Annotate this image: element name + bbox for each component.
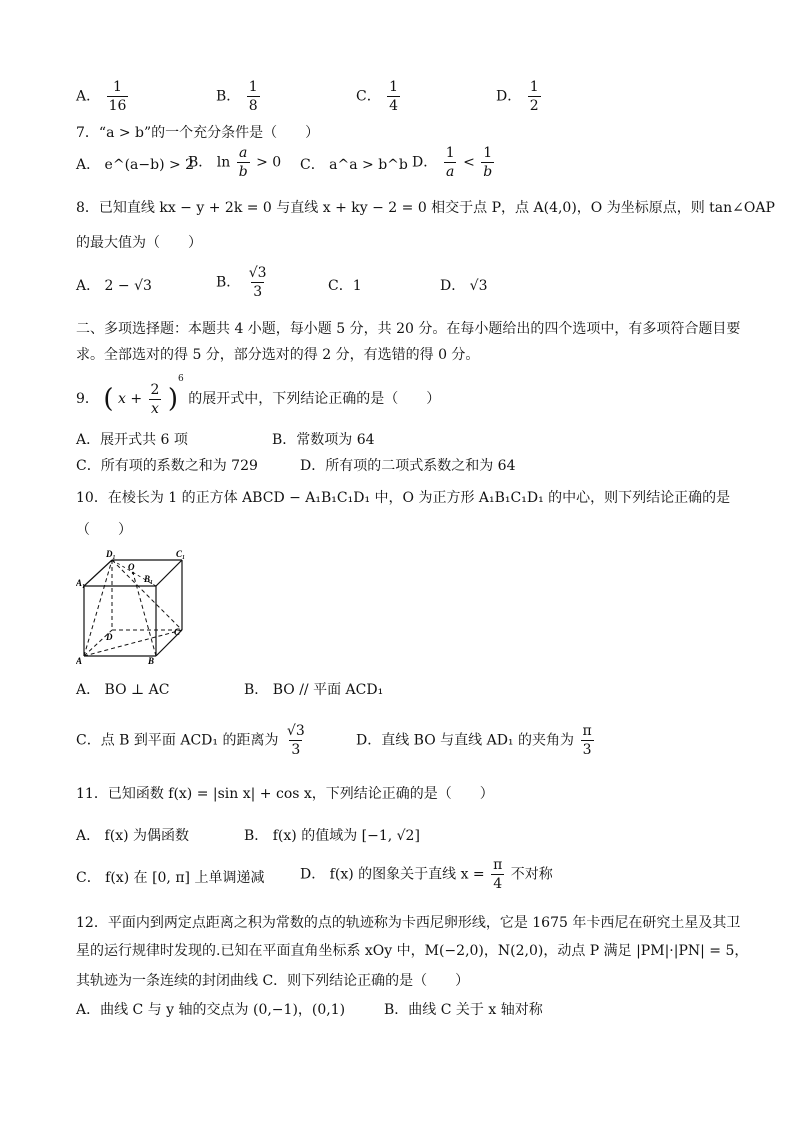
q6-option-c: C． $\frac{1}{4}$ [356,79,399,114]
q8-option-d: D． √3 [440,278,488,294]
fraction: $\frac{\pi}{4}$ [493,857,503,892]
fraction: $\frac{√3}{3}$ [286,723,305,758]
q10-option-c: C．点 B 到平面 ACD₁ 的距离为 $\frac{√3}{3}$ [76,723,305,758]
q10-option-d: D．直线 BO 与直线 AD₁ 的夹角为 $\frac{\pi}{3}$ [356,723,592,758]
label-C1: C₁ [176,549,186,559]
q10-stem-line2: （ ） [76,522,132,538]
label-O: O [128,562,135,572]
fraction: $\frac{1}{4}$ [389,79,399,114]
q8-stem-line1: 8．已知直线 kx − y + 2k = 0 与直线 x + ky − 2 = 0 相交于点 P，点 A(4,0)，O 为坐标原点，则 tan∠OAP [76,200,775,216]
q7-option-b: B． ln $\frac{a}{b}$ > 0 [188,145,282,180]
q6-option-d: D． $\frac{1}{2}$ [496,79,539,114]
q8-stem-line2: 的最大值为（ ） [76,235,202,251]
q12-line2: 星的运行规律时发现的.已知在平面直角坐标系 xOy 中，M(−2,0)，N(2,0)，动点 P 满足 |PM|·|PN| = 5， [76,943,749,959]
q7-option-a: A． e^(a−b) > 2 [76,157,195,173]
fraction: $\frac{1}{16}$ [108,79,127,114]
label-D1: D₁ [106,549,116,559]
label-A1: A₁ [76,578,86,588]
fraction: $\frac{1}{b}$ [483,145,493,180]
q9-option-c: C．所有项的系数之和为 729 [76,458,258,474]
q11-option-c: C． f(x) 在 [0, π] 上单调递减 [76,870,265,886]
q7-stem: 7．“a > b”的一个充分条件是（ ） [76,125,320,141]
fraction: $\frac{1}{8}$ [248,79,258,114]
fraction: $\frac{1}{2}$ [529,79,539,114]
q9-option-d: D．所有项的二项式系数之和为 64 [300,458,516,474]
q9-option-a: A．展开式共 6 项 [76,432,188,448]
section2-line1: 二、多项选择题：本题共 4 小题，每小题 5 分，共 20 分。在每小题给出的四个选项中，有多项符合题目要 [76,321,741,337]
q8-option-b: B． $\frac{√3}{3}$ [216,265,267,300]
q12-option-a: A．曲线 C 与 y 轴的交点为 (0,−1)，(0,1) [76,1002,346,1018]
q8-option-a: A． 2 − √3 [76,278,152,294]
q11-stem: 11．已知函数 f(x) = |sin x| + cos x，下列结论正确的是（ ） [76,786,494,802]
cube-figure [76,546,188,666]
q12-line3: 其轨迹为一条连续的封闭曲线 C．则下列结论正确的是（ ） [76,973,470,989]
label-D: D [106,632,113,642]
q10-option-b: B． BO // 平面 ACD₁ [244,682,384,698]
q9-option-b: B．常数项为 64 [272,432,375,448]
q12-option-b: B．曲线 C 关于 x 轴对称 [384,1002,543,1018]
q7-option-c: C． a^a > b^b [300,157,408,173]
q10-stem-line1: 10．在棱长为 1 的正方体 ABCD − A₁B₁C₁D₁ 中，O 为正方形 A₁B₁C₁D₁ 的中心，则下列结论正确的是 [76,490,731,506]
q10-option-a: A． BO ⊥ AC [76,682,170,698]
q6-option-a: A． $\frac{1}{16}$ [76,79,127,114]
q9-stem: 9． ( x + $\frac{2}{x}$ )$^6$ 的展开式中，下列结论正确的是（ ） [76,374,441,417]
fraction: $\frac{1}{a}$ [445,145,455,180]
q7-option-d: D． $\frac{1}{a}$ < $\frac{1}{b}$ [412,145,493,180]
label-A: A [76,656,83,666]
fraction: $\frac{2}{x}$ [150,381,160,417]
q11-option-a: A． f(x) 为偶函数 [76,828,190,844]
q6-option-b: B． $\frac{1}{8}$ [216,79,258,114]
q11-option-d: D． f(x) 的图象关于直线 x = $\frac{\pi}{4}$ 不对称 [300,857,553,892]
q12-line1: 12．平面内到两定点距离之积为常数的点的轨迹称为卡西尼卵形线，它是 1675 年卡西尼在研究土星及其卫 [76,915,741,931]
fraction: $\frac{√3}{3}$ [248,265,267,300]
label-C: C [174,627,181,637]
fraction: $\frac{\pi}{3}$ [582,723,592,758]
section2-line2: 求。全部选对的得 5 分，部分选对的得 2 分，有选错的得 0 分。 [76,347,480,363]
label-B: B [148,656,155,666]
q8-option-c: C．1 [328,278,362,294]
q11-option-b: B． f(x) 的值域为 [−1, √2] [244,828,420,844]
label-B1: B₁ [144,574,154,584]
fraction: $\frac{a}{b}$ [238,145,248,180]
